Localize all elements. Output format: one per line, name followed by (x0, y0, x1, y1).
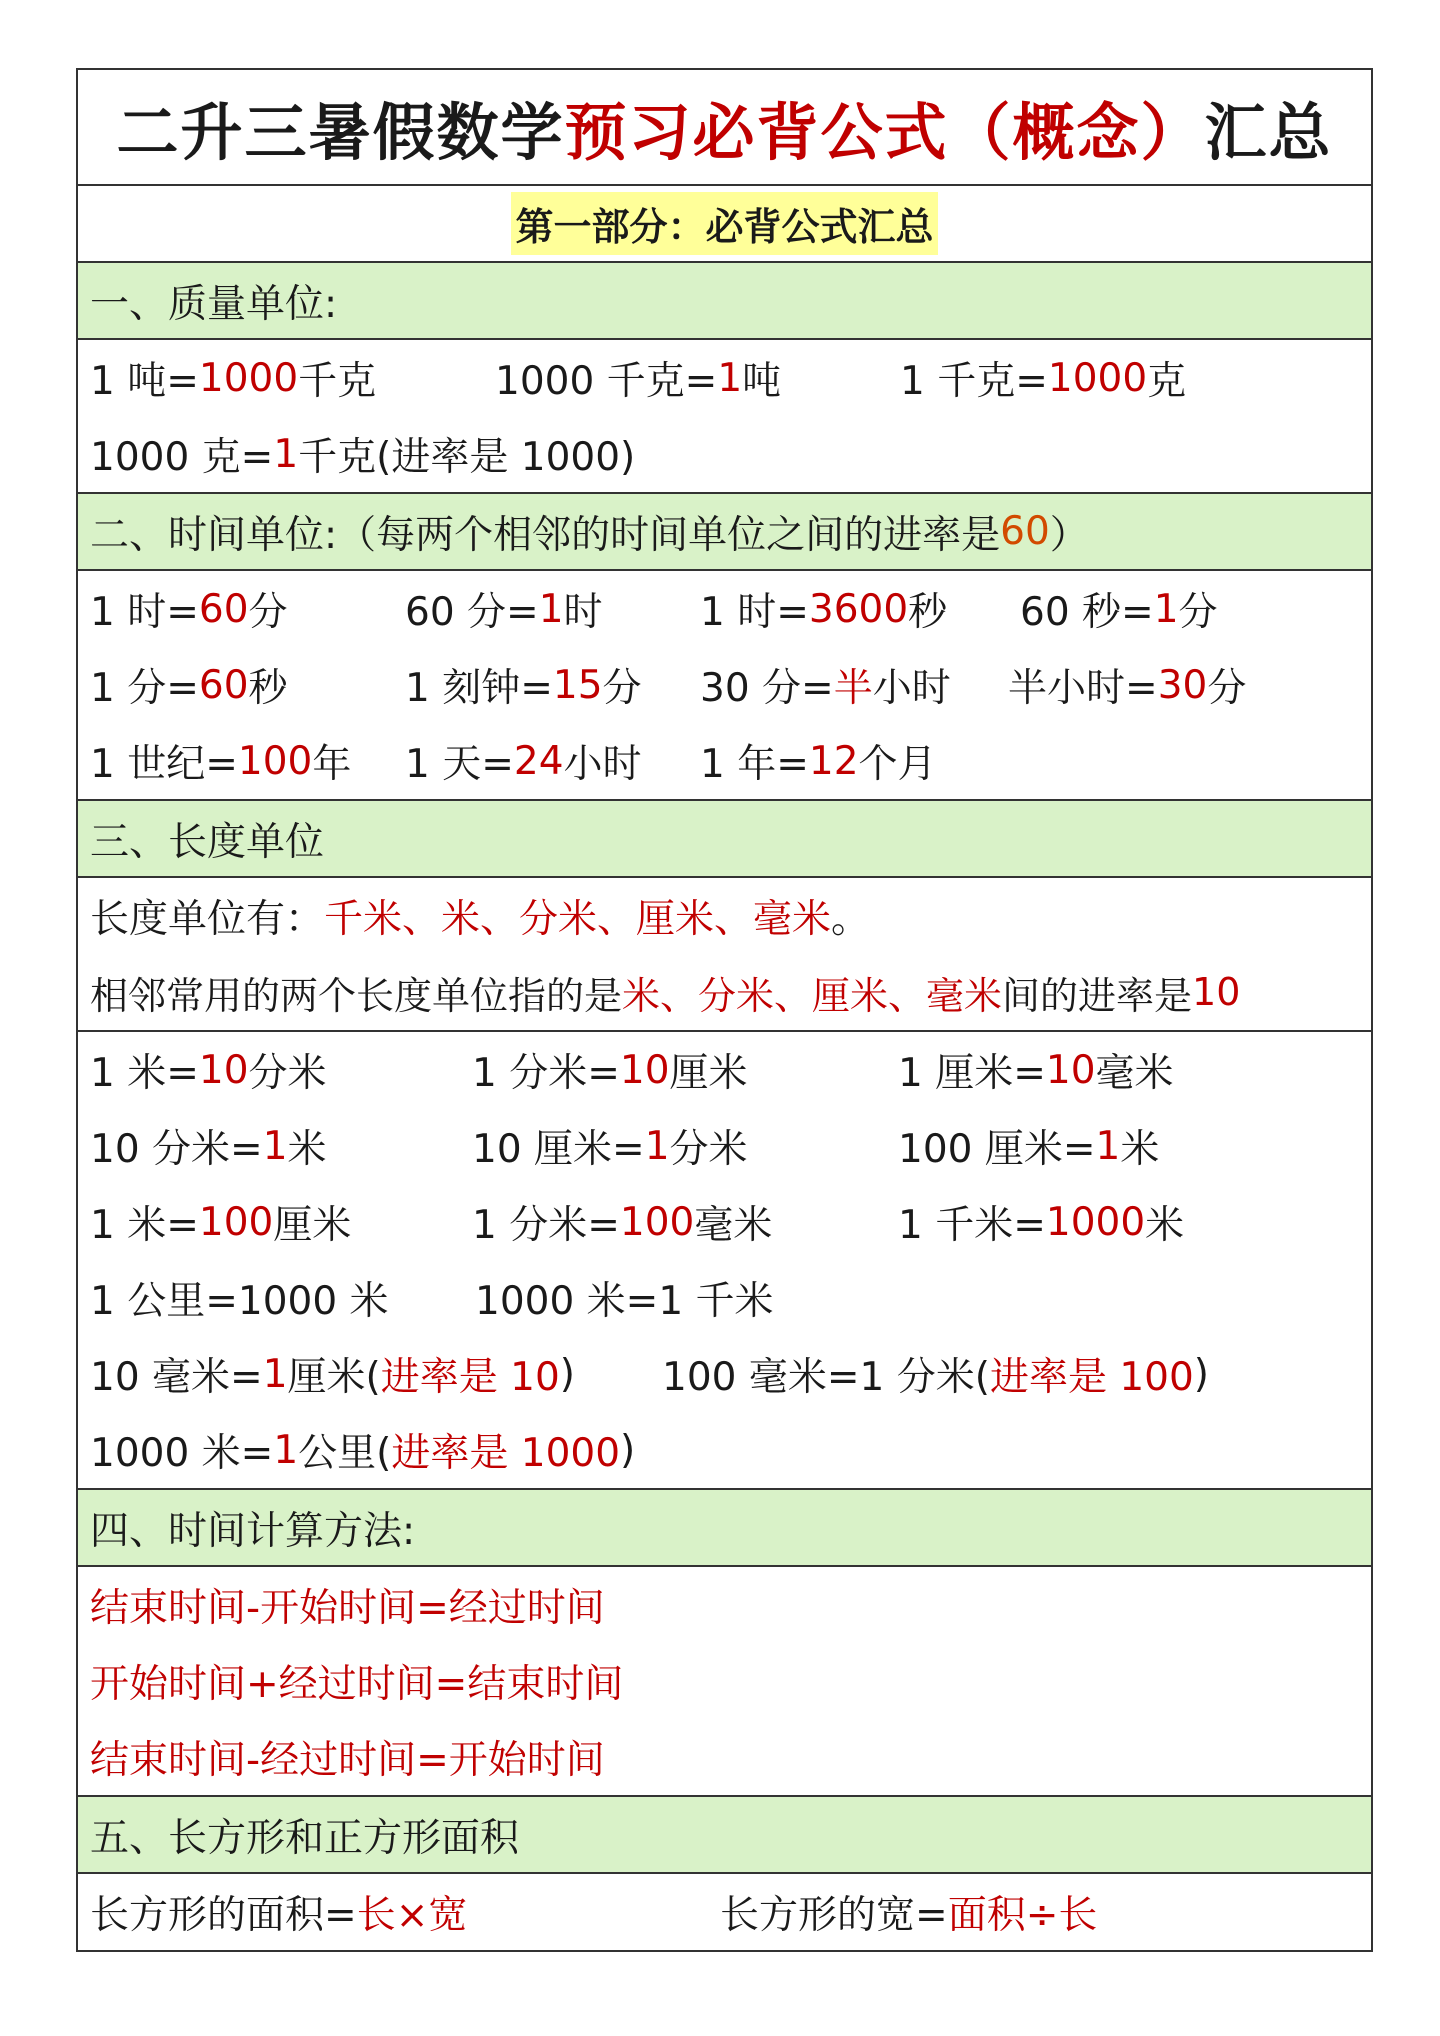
formula (90, 1032, 327, 1108)
formula-part: 1 米= (90, 1051, 199, 1096)
formula: 1 公里=1000 米 (90, 1279, 389, 1324)
formula-part: 10 (619, 1047, 670, 1093)
formula-part: 1 千米= (898, 1203, 1046, 1248)
formula-part: 1 千克= (900, 359, 1048, 404)
formula (900, 340, 1186, 416)
formula (700, 647, 951, 723)
calc-formula-3: 结束时间-经过时间=开始时间 (90, 1738, 605, 1783)
mass-row-2 (90, 416, 1371, 492)
formula-part: 24 (513, 738, 564, 784)
formula-part: 1 (538, 586, 564, 632)
formula-part: 1 分= (90, 666, 199, 711)
formula-part: 10 (1045, 1047, 1096, 1093)
area-row-1 (90, 1874, 1371, 1950)
formula-part: ) (1193, 1351, 1210, 1397)
section-length-intro (78, 878, 1371, 1032)
formula-part: 面积÷长 (947, 1893, 1098, 1938)
formula-part: 1000 克= (90, 435, 274, 480)
formula-part: 半小时= (1008, 666, 1158, 711)
formula-part: 100 厘米= (898, 1127, 1096, 1172)
formula: 1000 米=1 千米 (475, 1279, 774, 1324)
formula-part: 秒 (908, 590, 948, 635)
formula-part: 1000 (1047, 355, 1148, 401)
formula-part: 米 (1145, 1203, 1185, 1248)
section-calc-body (78, 1567, 1371, 1797)
formula-part: 个月 (858, 742, 937, 787)
formula-part: 60 (1000, 509, 1050, 554)
formula (495, 340, 781, 416)
formula-part: 年 (312, 742, 352, 787)
formula-part: 60 秒= (1020, 590, 1154, 635)
formula-part: 长度单位有： (90, 897, 325, 942)
formula-part: 1 米= (90, 1203, 199, 1248)
time-row-1 (90, 571, 1371, 647)
formula-part: ) (559, 1351, 575, 1397)
calc-formula-1: 结束时间-开始时间=经过时间 (90, 1586, 605, 1631)
formula-part: 长方形的面积= (90, 1893, 357, 1938)
formula-part: 千克 (298, 359, 377, 404)
formula (90, 571, 288, 647)
formula (898, 1108, 1159, 1184)
formula-part: 1 时= (90, 590, 199, 635)
formula (472, 1184, 772, 1260)
formula-part: 10 毫米= (90, 1355, 263, 1400)
formula (898, 1184, 1184, 1260)
formula-part: 米 (1120, 1127, 1160, 1172)
length-row-6 (90, 1412, 1371, 1488)
formula-part: 1 (717, 355, 743, 401)
time-row-2 (90, 647, 1371, 723)
formula-part: 1 (1095, 1123, 1121, 1169)
formula-part: 千米、米、分米、厘米、毫米 (324, 897, 832, 942)
formula (405, 571, 603, 647)
formula-part: 60 (198, 662, 249, 708)
formula-part: 分 (1207, 666, 1247, 711)
formula-part: 克 (1147, 359, 1187, 404)
section-length-heading: 三、长度单位 (78, 801, 1371, 878)
formula-part: 100 (237, 738, 313, 784)
formula-part: 时 (563, 590, 603, 635)
section-area-body (78, 1874, 1371, 1950)
formula-part: 1000 (198, 355, 299, 401)
formula-part: 60 (198, 586, 249, 632)
formula-part: 1000 米= (90, 1431, 274, 1476)
formula-part: 米、分米、厘米、毫米 (622, 973, 1003, 1018)
length-row-3 (90, 1184, 1371, 1260)
formula-part: 厘米( (287, 1355, 381, 1400)
subtitle: 第一部分：必背公式汇总 (511, 192, 937, 255)
formula (90, 1412, 635, 1488)
formula-part: 1 (273, 1427, 299, 1473)
formula (90, 416, 635, 492)
formula-part: 1 天= (405, 742, 514, 787)
length-row-1 (90, 1032, 1371, 1108)
title-part-3: 汇总 (1204, 95, 1333, 169)
formula-part: 半 (833, 666, 873, 711)
formula-part: 长方形的宽= (720, 1893, 948, 1938)
subtitle-row (78, 186, 1371, 263)
formula-part: 1 (644, 1123, 670, 1169)
formula-part: 1 (262, 1351, 288, 1397)
formula-part: 1 时= (700, 590, 809, 635)
formula-sheet (76, 68, 1373, 1952)
formula (700, 723, 937, 799)
formula (898, 1032, 1174, 1108)
formula (472, 1032, 748, 1108)
formula-part: 。 (831, 897, 871, 942)
formula-part: 分 (248, 590, 288, 635)
section-time-heading (78, 494, 1371, 571)
section-length-body (78, 1032, 1371, 1490)
formula-part: 毫米 (1095, 1051, 1174, 1096)
formula-part: 1 吨= (90, 359, 199, 404)
formula-part: 1000 (1045, 1199, 1146, 1245)
formula-part: 100 (198, 1199, 274, 1245)
formula-part: 30 分= (700, 666, 834, 711)
formula (720, 1874, 1097, 1950)
formula-part: 10 (1192, 970, 1241, 1014)
formula-part: 1000 千克= (495, 359, 718, 404)
formula-part: 100 毫米=1 分米( (662, 1355, 990, 1400)
formula-part: 1 刻钟= (405, 666, 553, 711)
formula-part: 1 世纪= (90, 742, 238, 787)
length-rate-line (90, 954, 1371, 1030)
formula-part: 进率是 1000 (391, 1431, 621, 1476)
section-mass-body (78, 340, 1371, 494)
formula (90, 647, 288, 723)
formula-part: ） (1049, 512, 1089, 558)
formula (90, 1336, 575, 1412)
formula (700, 571, 947, 647)
formula-part: 3600 (808, 586, 909, 632)
formula-part: 进率是 10 (380, 1355, 560, 1400)
formula-part: 长×宽 (356, 1893, 468, 1938)
formula-part: 相邻常用的两个长度单位指的是 (90, 973, 623, 1018)
formula-part: 1 年= (700, 742, 809, 787)
formula-part: 1 分米= (472, 1051, 620, 1096)
section-calc-heading: 四、时间计算方法: (78, 1490, 1371, 1567)
formula-part: ) (620, 1427, 636, 1473)
formula-part: 分米 (248, 1051, 327, 1096)
formula-part: 分 (602, 666, 642, 711)
formula-part: 10 厘米= (472, 1127, 645, 1172)
formula-part: 1 厘米= (898, 1051, 1046, 1096)
formula-part: 1 分米= (472, 1203, 620, 1248)
formula-part: 15 (552, 662, 603, 708)
formula-part: 二、时间单位:（每两个相邻的时间单位之间的进率是 (90, 512, 1001, 558)
time-row-3 (90, 723, 1371, 799)
formula (405, 723, 642, 799)
calc-formula-2: 开始时间+经过时间=结束时间 (90, 1662, 624, 1707)
page-title (78, 70, 1371, 186)
title-part-1: 二升三暑假数学 (116, 95, 565, 169)
formula (90, 1108, 327, 1184)
section-area-heading: 五、长方形和正方形面积 (78, 1797, 1371, 1874)
formula-part: 1 (1153, 586, 1179, 632)
formula-part: 30 (1157, 662, 1208, 708)
formula-part: 公里( (298, 1431, 392, 1476)
formula-part: 10 分米= (90, 1127, 263, 1172)
length-row-5 (90, 1336, 1371, 1412)
formula (1008, 647, 1246, 723)
formula-part: 厘米 (273, 1203, 352, 1248)
formula-part: 分 (1178, 590, 1218, 635)
formula-part: 厘米 (669, 1051, 748, 1096)
formula-part: 12 (808, 738, 859, 784)
formula-part: 100 (619, 1199, 695, 1245)
formula-part: 分米 (669, 1127, 748, 1172)
formula (90, 1184, 351, 1260)
formula-part: 千克(进率是 1000) (298, 435, 636, 480)
formula (90, 1874, 467, 1950)
length-row-2 (90, 1108, 1371, 1184)
formula (1020, 571, 1218, 647)
formula (662, 1336, 1209, 1412)
formula (90, 723, 351, 799)
formula-part: 60 分= (405, 590, 539, 635)
formula-part: 秒 (248, 666, 288, 711)
length-row-4 (90, 1260, 1371, 1336)
formula-part: 进率是 100 (989, 1355, 1194, 1400)
formula-part: 间的进率是 (1002, 973, 1193, 1018)
formula-part: 米 (287, 1127, 327, 1172)
formula (90, 340, 376, 416)
section-time-body (78, 571, 1371, 801)
length-units-line (90, 878, 1371, 954)
formula-part: 1 (273, 431, 299, 477)
formula-part: 吨 (742, 359, 782, 404)
formula-part: 小时 (563, 742, 642, 787)
title-part-2: 预习必背公式（概念） (564, 95, 1205, 169)
formula (472, 1108, 748, 1184)
formula (405, 647, 642, 723)
formula-part: 毫米 (694, 1203, 773, 1248)
formula-part: 小时 (872, 666, 951, 711)
formula-part: 1 (262, 1123, 288, 1169)
mass-row-1 (90, 340, 1371, 416)
formula-part: 10 (198, 1047, 249, 1093)
section-mass-heading: 一、质量单位: (78, 263, 1371, 340)
